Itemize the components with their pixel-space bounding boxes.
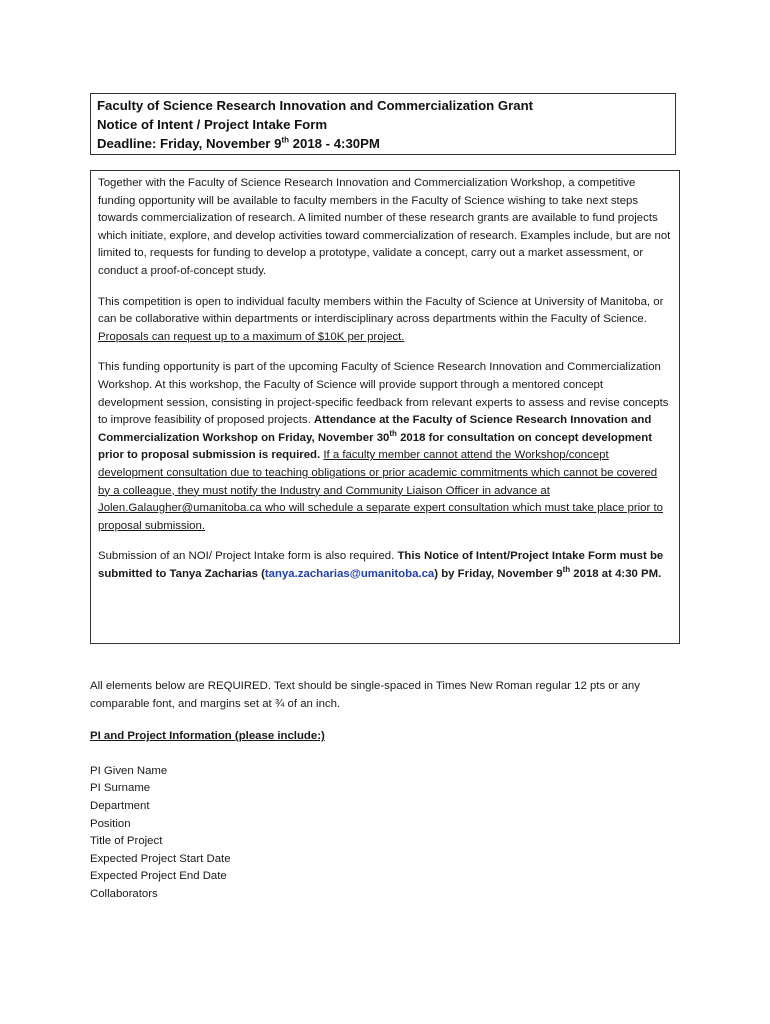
- requirements-section: [90, 678, 690, 904]
- p4-bold-mid: ) by Friday, November 9: [434, 567, 563, 580]
- list-item: PI Surname: [90, 782, 151, 795]
- p2-max-amount: Proposals can request up to a maximum of $10K per project.: [98, 330, 405, 343]
- list-item: Department: [90, 799, 150, 812]
- requirements-text: All elements below are REQUIRED. Text should be single-spaced in Times New Roman regular 12 pts or any comparable font, and margins set at ¾ of an inch.: [90, 680, 640, 710]
- form-title-box: [90, 93, 676, 155]
- list-item: Title of Project: [90, 835, 163, 848]
- p4-bold-sup: th: [562, 565, 571, 575]
- deadline-post: 2018 - 4:30PM: [289, 136, 380, 151]
- p4-bold-pre: This Notice of Intent/Project Intake Form must be submitted to Tanya Zacharias (: [98, 550, 664, 580]
- p4-text: Submission of an NOI/ Project Intake form is also required.: [98, 550, 398, 563]
- deadline: [97, 134, 675, 153]
- list-item: Expected Project End Date: [90, 870, 227, 883]
- section-heading: PI and Project Information (please include:): [90, 730, 325, 743]
- p3-bold-post: 2018 for consultation on concept development prior to proposal submission is required.: [98, 431, 653, 462]
- form-subtitle: Notice of Intent / Project Intake Form: [97, 117, 328, 132]
- deadline-pre: Deadline: Friday, November 9: [97, 136, 282, 151]
- field-list: [90, 763, 690, 904]
- intro-paragraph-3: [98, 359, 671, 535]
- deadline-sup: th: [281, 135, 289, 145]
- p3-underline: If a faculty member cannot attend the Workshop/concept development consultation due to teaching obligations or prior academic commitments which cannot be covered by a colleague, they must notify the Industry and Community Liaison Officer in advance at Jolen.Galaugher@umanitoba.ca who will schedule a separate expert consultation which must take place prior to proposal submission.: [98, 449, 663, 532]
- list-item: Collaborators: [90, 887, 158, 900]
- intro-box: [90, 170, 680, 644]
- list-item: Position: [90, 817, 131, 830]
- p2-text: This competition is open to individual faculty members within the Faculty of Science at University of Manitoba, or can be collaborative within departments or interdisciplinary across departments within the Faculty of Science.: [98, 295, 664, 326]
- form-title: Faculty of Science Research Innovation and Commercialization Grant: [97, 98, 534, 113]
- intro-paragraph-4: [98, 548, 671, 583]
- p3-bold-pre: Attendance at the Faculty of Science Research Innovation and Commercialization Workshop on Friday, November 30: [98, 414, 652, 444]
- intro-paragraph-1: Together with the Faculty of Science Research Innovation and Commercialization Workshop, a competitive funding opportunity will be available to faculty members in the Faculty of Science wishing to take next steps towards commercialization of research. A limited number of these research grants are available to fund projects which initiate, explore, and develop activities toward commercialization of research. Examples include, but are not limited to, requests for funding to develop a prototype, validate a concept, carry out a market assessment, or conduct a proof-of-concept study.: [98, 177, 671, 277]
- intro-paragraph-2: [98, 294, 671, 347]
- p4-bold-post: 2018 at 4:30 PM.: [570, 567, 662, 580]
- list-item: Expected Project Start Date: [90, 852, 231, 865]
- list-item: PI Given Name: [90, 764, 168, 777]
- p3-bold-sup: th: [389, 428, 397, 438]
- contact-email-link[interactable]: tanya.zacharias@umanitoba.ca: [264, 567, 435, 580]
- p3-text: This funding opportunity is part of the upcoming Faculty of Science Research Innovation and Commercialization Workshop. At this workshop, the Faculty of Science will provide support through a mentored concept development session, consisting in project-specific feedback from relevant experts to assess and revise concepts to improve feasibility of proposed projects.: [98, 361, 669, 427]
